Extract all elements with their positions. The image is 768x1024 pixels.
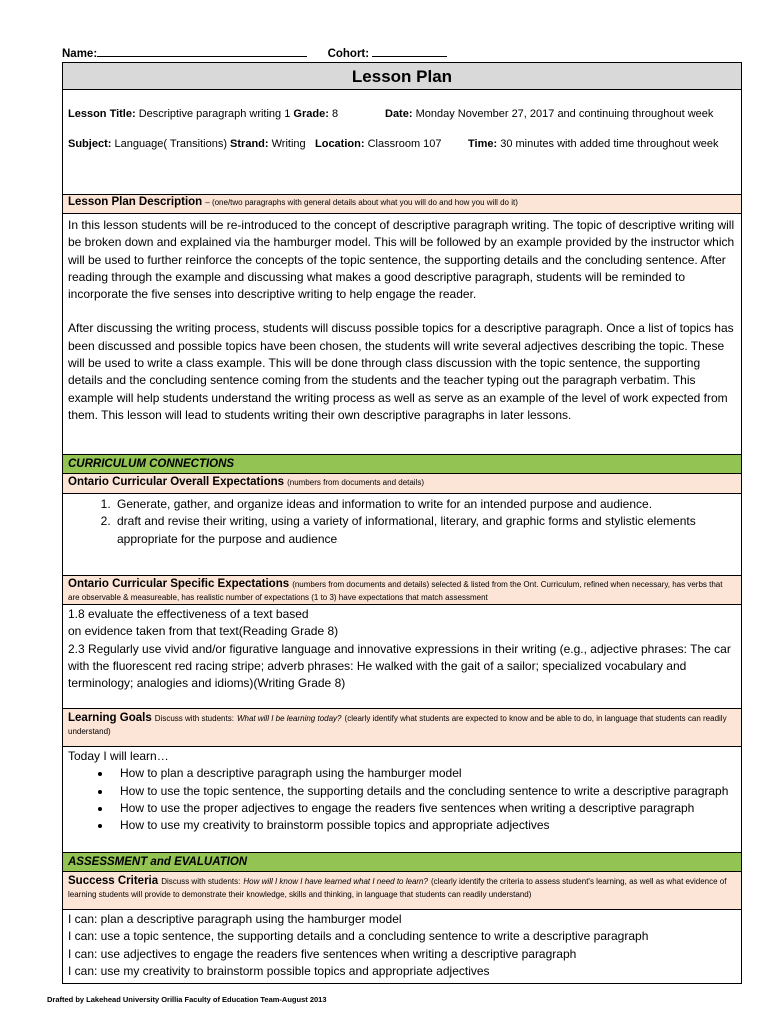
subject-value: Language( Transitions) xyxy=(114,138,227,150)
success-item: I can: use adjectives to engage the readers five sentences when writing a descriptive paragraph xyxy=(68,946,577,961)
cohort-label: Cohort: xyxy=(327,48,370,60)
success-note-italic: How will I know I have learned what I need to learn? xyxy=(243,877,428,886)
specific-expectations-header xyxy=(63,576,741,605)
curriculum-connections-heading: CURRICULUM CONNECTIONS xyxy=(63,455,741,474)
name-label: Name: xyxy=(62,48,98,60)
overall-item: 1. Generate, gather, and organize ideas and information to write for an intended purpose and audience. xyxy=(114,496,736,513)
lesson-title-label: Lesson Title: xyxy=(68,108,136,120)
lesson-title-value: Descriptive paragraph writing 1 xyxy=(138,108,291,120)
name-cohort-line xyxy=(62,46,447,60)
goal-item: • How to use the proper adjectives to engage the readers five sentences when writing a descriptive paragraph xyxy=(112,800,736,817)
description-body xyxy=(63,214,741,455)
overall-note: (numbers from documents and details) xyxy=(287,478,425,487)
lesson-plan-table xyxy=(62,62,742,984)
success-criteria-body xyxy=(63,910,741,983)
description-note: – (one/two paragraphs with general details about what you will do and how you will do it) xyxy=(205,198,518,207)
goals-note-pre: Discuss with students: xyxy=(154,714,234,723)
overall-item: 2. draft and revise their writing, using a variety of informational, literary, and graphic forms and stylistic elements appropriate for the purpose and audience xyxy=(114,513,736,548)
description-heading: Lesson Plan Description xyxy=(68,196,203,208)
lesson-info xyxy=(63,90,741,195)
learning-goals-header xyxy=(63,709,741,747)
success-item: I can: plan a descriptive paragraph using the hamburger model xyxy=(68,912,402,926)
goals-intro: Today I will learn… xyxy=(68,749,169,763)
learning-goals-body xyxy=(63,747,741,853)
success-note-pre: Discuss with students: xyxy=(161,877,241,886)
goal-item: • How to use the topic sentence, the supporting details and the concluding sentence to write a descriptive paragraph xyxy=(112,783,736,800)
date-line xyxy=(385,108,713,120)
page-title: Lesson Plan xyxy=(63,63,741,90)
specific-line-1: 1.8 evaluate the effectiveness of a text based xyxy=(68,607,309,621)
description-header xyxy=(63,195,741,214)
grade-value: 8 xyxy=(331,108,339,120)
success-heading: Success Criteria xyxy=(68,875,159,887)
footer-credit: Drafted by Lakehead University Orillia Faculty of Education Team-August 2013 xyxy=(47,995,327,1004)
time-line xyxy=(468,138,719,150)
grade-label: Grade: xyxy=(293,108,329,120)
goals-note-italic: What will I be learning today? xyxy=(236,714,342,723)
subject-label: Subject: xyxy=(68,138,112,150)
strand-label: Strand: xyxy=(230,138,269,150)
specific-note: (numbers from documents and details) selected & listed from the Ont. Curriculum, refined when necessary, has verbs that are observable & measureable, has realistic number of expectations (1 to 3) have expectations that match assessment xyxy=(68,580,723,602)
success-criteria-header xyxy=(63,872,741,910)
location-line xyxy=(315,138,442,150)
overall-expectations-list xyxy=(68,496,736,548)
overall-heading: Ontario Curricular Overall Expectations xyxy=(68,476,285,488)
success-item: I can: use a topic sentence, the supporting details and a concluding sentence to write a descriptive paragraph xyxy=(68,929,649,944)
location-value: Classroom 107 xyxy=(367,138,442,150)
learning-goals-list xyxy=(68,765,736,834)
specific-expectations-body xyxy=(63,605,741,709)
location-label: Location: xyxy=(315,138,365,150)
date-label: Date: xyxy=(385,108,413,120)
success-note-post: (clearly identify the criteria to assess student's learning, as well as what evidence of learning students will provide to demonstrate their knowledge, skills and thinking, in language that students can readily understand) xyxy=(68,877,727,899)
strand-value: Writing xyxy=(271,138,306,150)
time-value: 30 minutes with added time throughout week xyxy=(500,138,719,150)
name-field[interactable] xyxy=(97,46,307,57)
goals-heading: Learning Goals xyxy=(68,712,152,724)
specific-line-3: 2.3 Regularly use vivid and/or figurative language and innovative expressions in their writing (e.g., adjective phrases: The car with the fluorescent red racing stripe; adverb phrases: He walked with the gait of a sailor; specialized vocabulary and terminology; analogies and idioms)(Writing Grade 8) xyxy=(68,641,731,691)
time-label: Time: xyxy=(468,138,498,150)
goal-item: • How to plan a descriptive paragraph using the hamburger model xyxy=(112,765,736,782)
specific-line-2: on evidence taken from that text(Reading Grade 8) xyxy=(68,624,339,639)
cohort-field[interactable] xyxy=(372,46,447,57)
date-value: Monday November 27, 2017 and continuing throughout week xyxy=(415,108,714,120)
subject-line xyxy=(68,138,306,150)
success-item: I can: use my creativity to brainstorm possible topics and appropriate adjectives xyxy=(68,963,490,978)
specific-heading: Ontario Curricular Specific Expectations xyxy=(68,578,290,590)
overall-expectations-header xyxy=(63,474,741,494)
goals-note-post: (clearly identify what students are expected to know and be able to do, in language that students can readily understand) xyxy=(68,714,727,736)
overall-expectations-body xyxy=(63,494,741,576)
lesson-title-line xyxy=(68,108,338,120)
assessment-evaluation-heading: ASSESSMENT and EVALUATION xyxy=(63,853,741,872)
description-paragraph-2: After discussing the writing process, students will discuss possible topics for a descriptive paragraph. Once a list of topics has been discussed and possible topics have been chosen, the students will write several adjectives describing the topic. These will be used to write a class example. This will be done through class discussion with the topic sentence, the supporting details and the concluding sentence coming from the students and the teacher typing out the paragraph verbatim. This example will help students understand the writing process as well as serve as an example of the level of work expected from them. This lesson will lead to students writing their own descriptive paragraphs in later lessons. xyxy=(68,321,734,422)
goal-item: • How to use my creativity to brainstorm possible topics and appropriate adjectives xyxy=(112,817,736,834)
description-paragraph-1: In this lesson students will be re-introduced to the concept of descriptive paragraph writing. The topic of descriptive writing will be broken down and explained via the hamburger model. This will be followed by an example provided by the instructor which will be used to further reinforce the concepts of the topic sentence, the supporting details and the concluding sentence. After reading through the example and discussing what makes a good descriptive paragraph, students will be reminded to incorporate the five senses into descriptive writing to help engage the reader. xyxy=(68,218,735,302)
